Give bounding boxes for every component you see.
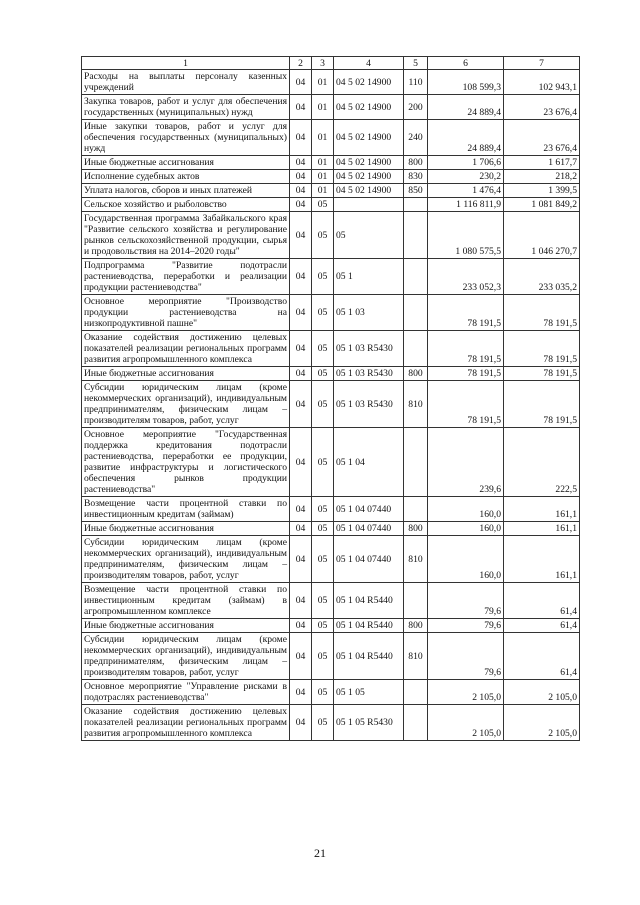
cell-amount-col7: 161,1 — [504, 522, 580, 536]
cell-section: 04 — [290, 331, 312, 367]
cell-amount-col6: 239,6 — [428, 428, 504, 497]
cell-amount-col6: 79,6 — [428, 583, 504, 619]
table-row — [82, 259, 580, 295]
table-row — [82, 497, 580, 522]
cell-target-article: 05 1 03 R5430 — [334, 331, 404, 367]
column-header: 7 — [504, 57, 580, 70]
cell-amount-col6: 24 889,4 — [428, 120, 504, 156]
cell-amount-col6: 160,0 — [428, 497, 504, 522]
table-row — [82, 522, 580, 536]
cell-target-article: 04 5 02 14900 — [334, 170, 404, 184]
cell-target-article: 04 5 02 14900 — [334, 70, 404, 95]
cell-amount-col7: 233 035,2 — [504, 259, 580, 295]
cell-amount-col7: 61,4 — [504, 633, 580, 680]
cell-amount-col6: 1 116 811,9 — [428, 198, 504, 212]
cell-name: Оказание содействия достижению целевых показателей реализации региональных программ развития агропромышленного комплекса — [82, 331, 290, 367]
cell-subsection: 05 — [312, 428, 334, 497]
table-row — [82, 120, 580, 156]
cell-target-article: 05 1 04 07440 — [334, 522, 404, 536]
cell-target-article: 04 5 02 14900 — [334, 156, 404, 170]
table-row — [82, 633, 580, 680]
cell-expense-type: 800 — [404, 522, 428, 536]
cell-name: Расходы на выплаты персоналу казенных учреждений — [82, 70, 290, 95]
cell-subsection: 05 — [312, 367, 334, 381]
cell-amount-col7: 2 105,0 — [504, 680, 580, 705]
cell-section: 04 — [290, 170, 312, 184]
cell-section: 04 — [290, 619, 312, 633]
cell-amount-col7: 78 191,5 — [504, 295, 580, 331]
table-row — [82, 367, 580, 381]
cell-name: Подпрограмма "Развитие подотрасли растениеводства, переработки и реализации продукции растениеводства" — [82, 259, 290, 295]
cell-name: Субсидии юридическим лицам (кроме некоммерческих организаций), индивидуальным предпринимателям, физическим лицам – производителям товаров, работ, услуг — [82, 381, 290, 428]
table-row — [82, 170, 580, 184]
cell-amount-col7: 102 943,1 — [504, 70, 580, 95]
table-body — [82, 70, 580, 741]
header-row — [82, 57, 580, 70]
cell-amount-col6: 2 105,0 — [428, 705, 504, 741]
budget-table — [81, 56, 580, 741]
cell-target-article: 04 5 02 14900 — [334, 120, 404, 156]
cell-section: 04 — [290, 70, 312, 95]
cell-name: Иные бюджетные ассигнования — [82, 619, 290, 633]
cell-amount-col6: 108 599,3 — [428, 70, 504, 95]
cell-amount-col7: 1 617,7 — [504, 156, 580, 170]
cell-subsection: 05 — [312, 497, 334, 522]
cell-name: Иные закупки товаров, работ и услуг для обеспечения государственных (муниципальных) нужд — [82, 120, 290, 156]
cell-expense-type — [404, 212, 428, 259]
column-header: 1 — [82, 57, 290, 70]
cell-expense-type — [404, 680, 428, 705]
cell-amount-col6: 160,0 — [428, 522, 504, 536]
cell-section: 04 — [290, 522, 312, 536]
cell-name: Возмещение части процентной ставки по инвестиционным кредитам (займам) в агропромышленном комплексе — [82, 583, 290, 619]
cell-name: Государственная программа Забайкальского края "Развитие сельского хозяйства и регулирование рынков сельскохозяйственной продукции, сырья и продовольствия на 2014–2020 годы" — [82, 212, 290, 259]
cell-target-article: 05 1 04 07440 — [334, 497, 404, 522]
cell-section: 04 — [290, 583, 312, 619]
cell-name: Субсидии юридическим лицам (кроме некоммерческих организаций), индивидуальным предпринимателям, физическим лицам – производителям товаров, работ, услуг — [82, 536, 290, 583]
cell-name: Иные бюджетные ассигнования — [82, 156, 290, 170]
cell-expense-type: 800 — [404, 156, 428, 170]
cell-amount-col7: 23 676,4 — [504, 95, 580, 120]
cell-amount-col7: 1 046 270,7 — [504, 212, 580, 259]
cell-section: 04 — [290, 295, 312, 331]
cell-target-article: 05 1 05 — [334, 680, 404, 705]
cell-expense-type — [404, 259, 428, 295]
cell-subsection: 05 — [312, 212, 334, 259]
cell-section: 04 — [290, 536, 312, 583]
cell-expense-type — [404, 428, 428, 497]
page-number: 21 — [314, 846, 326, 860]
cell-amount-col6: 79,6 — [428, 633, 504, 680]
cell-amount-col7: 61,4 — [504, 583, 580, 619]
column-header: 4 — [334, 57, 404, 70]
cell-name: Субсидии юридическим лицам (кроме некоммерческих организаций), индивидуальным предпринимателям, физическим лицам – производителям товаров, работ, услуг — [82, 633, 290, 680]
table-row — [82, 184, 580, 198]
cell-subsection: 01 — [312, 95, 334, 120]
cell-target-article — [334, 198, 404, 212]
cell-expense-type: 830 — [404, 170, 428, 184]
table-row — [82, 95, 580, 120]
cell-expense-type: 800 — [404, 367, 428, 381]
table-row — [82, 156, 580, 170]
cell-target-article: 05 1 — [334, 259, 404, 295]
cell-section: 04 — [290, 497, 312, 522]
table-row — [82, 536, 580, 583]
cell-subsection: 01 — [312, 156, 334, 170]
cell-subsection: 05 — [312, 619, 334, 633]
cell-amount-col7: 61,4 — [504, 619, 580, 633]
cell-expense-type: 240 — [404, 120, 428, 156]
cell-amount-col6: 24 889,4 — [428, 95, 504, 120]
cell-target-article: 05 1 04 R5440 — [334, 633, 404, 680]
cell-section: 04 — [290, 156, 312, 170]
cell-subsection: 05 — [312, 680, 334, 705]
cell-expense-type: 200 — [404, 95, 428, 120]
cell-section: 04 — [290, 367, 312, 381]
cell-amount-col7: 161,1 — [504, 497, 580, 522]
cell-expense-type — [404, 331, 428, 367]
cell-target-article: 04 5 02 14900 — [334, 95, 404, 120]
cell-target-article: 05 — [334, 212, 404, 259]
cell-name: Основное мероприятие "Государственная поддержка кредитования подотрасли растениеводства, переработки ее продукции, развитие инфраструктуры и логистического обеспечения рынков продукции растениеводства" — [82, 428, 290, 497]
cell-subsection: 05 — [312, 522, 334, 536]
cell-amount-col6: 2 105,0 — [428, 680, 504, 705]
column-header: 2 — [290, 57, 312, 70]
cell-amount-col7: 222,5 — [504, 428, 580, 497]
cell-name: Сельское хозяйство и рыболовство — [82, 198, 290, 212]
cell-name: Основное мероприятие "Управление рисками в подотраслях растениеводства" — [82, 680, 290, 705]
cell-subsection: 05 — [312, 295, 334, 331]
cell-subsection: 01 — [312, 70, 334, 95]
cell-amount-col6: 160,0 — [428, 536, 504, 583]
table-row — [82, 583, 580, 619]
cell-amount-col7: 78 191,5 — [504, 367, 580, 381]
cell-expense-type — [404, 295, 428, 331]
cell-section: 04 — [290, 184, 312, 198]
cell-name: Возмещение части процентной ставки по инвестиционным кредитам (займам) — [82, 497, 290, 522]
cell-name: Иные бюджетные ассигнования — [82, 367, 290, 381]
cell-target-article: 05 1 04 — [334, 428, 404, 497]
column-header: 5 — [404, 57, 428, 70]
table-row — [82, 619, 580, 633]
cell-amount-col6: 1 080 575,5 — [428, 212, 504, 259]
cell-subsection: 01 — [312, 120, 334, 156]
table-row — [82, 428, 580, 497]
cell-subsection: 05 — [312, 381, 334, 428]
cell-expense-type — [404, 497, 428, 522]
cell-amount-col6: 78 191,5 — [428, 331, 504, 367]
cell-amount-col7: 78 191,5 — [504, 381, 580, 428]
cell-amount-col7: 161,1 — [504, 536, 580, 583]
cell-amount-col6: 78 191,5 — [428, 381, 504, 428]
cell-amount-col7: 218,2 — [504, 170, 580, 184]
cell-amount-col7: 23 676,4 — [504, 120, 580, 156]
cell-amount-col6: 233 052,3 — [428, 259, 504, 295]
cell-section: 04 — [290, 198, 312, 212]
cell-subsection: 01 — [312, 184, 334, 198]
cell-amount-col7: 78 191,5 — [504, 331, 580, 367]
cell-target-article: 05 1 05 R5430 — [334, 705, 404, 741]
cell-subsection: 05 — [312, 331, 334, 367]
cell-section: 04 — [290, 95, 312, 120]
cell-expense-type: 110 — [404, 70, 428, 95]
cell-target-article: 05 1 04 R5440 — [334, 619, 404, 633]
cell-name: Основное мероприятие "Производство продукции растениеводства на низкопродуктивной пашне" — [82, 295, 290, 331]
cell-expense-type: 800 — [404, 619, 428, 633]
cell-subsection: 05 — [312, 633, 334, 680]
cell-subsection: 05 — [312, 583, 334, 619]
cell-subsection: 05 — [312, 705, 334, 741]
cell-subsection: 05 — [312, 536, 334, 583]
cell-name: Закупка товаров, работ и услуг для обеспечения государственных (муниципальных) нужд — [82, 95, 290, 120]
cell-name: Исполнение судебных актов — [82, 170, 290, 184]
cell-amount-col6: 1 706,6 — [428, 156, 504, 170]
cell-target-article: 05 1 04 R5440 — [334, 583, 404, 619]
table-row — [82, 212, 580, 259]
cell-section: 04 — [290, 680, 312, 705]
cell-amount-col6: 79,6 — [428, 619, 504, 633]
cell-expense-type — [404, 705, 428, 741]
cell-section: 04 — [290, 381, 312, 428]
table-row — [82, 331, 580, 367]
table-row — [82, 295, 580, 331]
cell-subsection: 05 — [312, 198, 334, 212]
table-row — [82, 381, 580, 428]
cell-name: Уплата налогов, сборов и иных платежей — [82, 184, 290, 198]
cell-subsection: 05 — [312, 259, 334, 295]
cell-name: Иные бюджетные ассигнования — [82, 522, 290, 536]
cell-section: 04 — [290, 212, 312, 259]
cell-section: 04 — [290, 633, 312, 680]
column-header: 3 — [312, 57, 334, 70]
cell-target-article: 05 1 03 R5430 — [334, 381, 404, 428]
cell-target-article: 04 5 02 14900 — [334, 184, 404, 198]
table-row — [82, 705, 580, 741]
table-row — [82, 70, 580, 95]
cell-expense-type — [404, 198, 428, 212]
cell-expense-type: 850 — [404, 184, 428, 198]
cell-target-article: 05 1 03 R5430 — [334, 367, 404, 381]
cell-expense-type: 810 — [404, 633, 428, 680]
cell-amount-col6: 78 191,5 — [428, 367, 504, 381]
table-row — [82, 680, 580, 705]
cell-name: Оказание содействия достижению целевых показателей реализации региональных программ развития агропромышленного комплекса — [82, 705, 290, 741]
cell-section: 04 — [290, 259, 312, 295]
cell-section: 04 — [290, 705, 312, 741]
column-header: 6 — [428, 57, 504, 70]
cell-amount-col6: 1 476,4 — [428, 184, 504, 198]
cell-amount-col6: 230,2 — [428, 170, 504, 184]
cell-amount-col6: 78 191,5 — [428, 295, 504, 331]
cell-target-article: 05 1 03 — [334, 295, 404, 331]
cell-expense-type: 810 — [404, 536, 428, 583]
cell-subsection: 01 — [312, 170, 334, 184]
cell-section: 04 — [290, 120, 312, 156]
cell-target-article: 05 1 04 07440 — [334, 536, 404, 583]
cell-section: 04 — [290, 428, 312, 497]
cell-expense-type: 810 — [404, 381, 428, 428]
cell-amount-col7: 1 081 849,2 — [504, 198, 580, 212]
cell-amount-col7: 1 399,5 — [504, 184, 580, 198]
table-row — [82, 198, 580, 212]
cell-amount-col7: 2 105,0 — [504, 705, 580, 741]
cell-expense-type — [404, 583, 428, 619]
